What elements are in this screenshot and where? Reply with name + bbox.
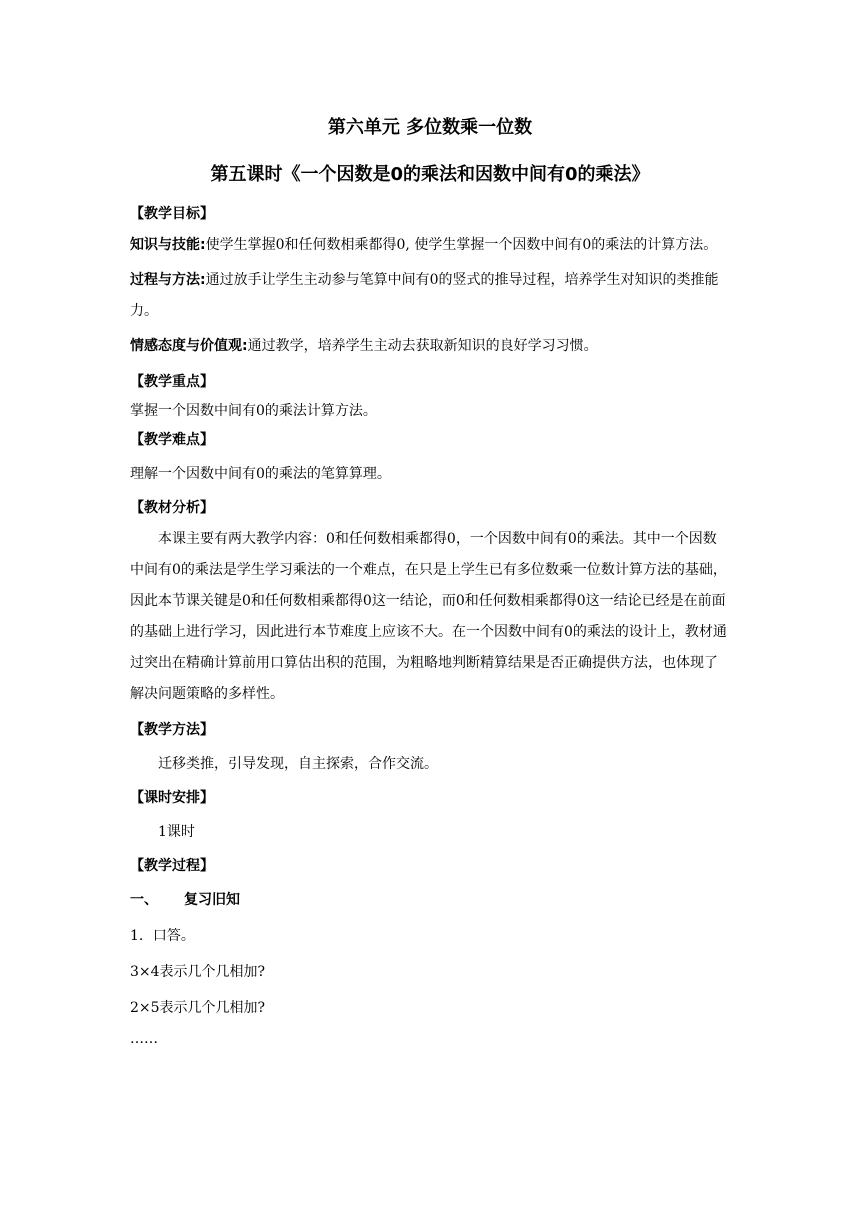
schedule-text: 1课时 <box>158 824 195 840</box>
method-text: 迁移类推，引导发现，自主探索，合作交流。 <box>158 756 438 772</box>
goals-heading: 【教学目标】 <box>130 206 214 222</box>
question-1: 3×4表示几个几相加? <box>130 964 266 980</box>
step1-number: 一、 <box>130 892 158 908</box>
question-2: 2×5表示几个几相加? <box>130 1000 266 1016</box>
goal-attitude-text: 通过教学，培养学生主动去获取新知识的良好学习习惯。 <box>247 338 598 354</box>
goal-knowledge-label: 知识与技能: <box>130 237 206 253</box>
step1-title <box>130 882 730 918</box>
lesson-title: 第五课时《一个因数是0的乘法和因数中间有0的乘法》 <box>210 164 650 185</box>
analysis-heading: 【教材分析】 <box>130 500 214 516</box>
key-text: 掌握一个因数中间有0的乘法计算方法。 <box>130 403 377 419</box>
goal-process-label: 过程与方法: <box>130 272 206 288</box>
step1-label: 复习旧知 <box>184 892 240 908</box>
difficulty-heading: 【教学难点】 <box>130 432 214 448</box>
goal-knowledge-text: 使学生掌握0和任何数相乘都得0, 使学生掌握一个因数中间有0的乘法的计算方法。 <box>205 237 718 253</box>
goal-process <box>130 265 730 327</box>
unit-title: 第六单元 多位数乘一位数 <box>327 117 533 138</box>
goal-attitude <box>130 331 730 362</box>
ellipsis-text: …… <box>130 1031 158 1047</box>
process-heading: 【教学过程】 <box>130 858 214 874</box>
goal-process-text: 通过放手让学生主动参与笔算中间有0的竖式的推导过程，培养学生对知识的类推能力。 <box>130 272 719 319</box>
key-heading: 【教学重点】 <box>130 374 214 390</box>
item1-oral: 1．口答。 <box>130 928 195 944</box>
difficulty-text: 理解一个因数中间有0的乘法的笔算算理。 <box>130 466 391 482</box>
goal-attitude-label: 情感态度与价值观: <box>130 338 248 354</box>
document-content <box>130 114 730 1052</box>
analysis-text: 本课主要有两大教学内容：0和任何数相乘都得0，一个因数中间有0的乘法。其中一个因数中间有0的乘法是学生学习乘法的一个难点，在只是上学生已有多位数乘一位数计算方法的基础，因此本节课关键是0和任何数相乘都得0这一结论，而0和任何数相乘都得0这一结论已经是在前面的基础上进行学习，因此进行本节难度上应该不大。在一个因数中间有0的乘法的设计上，教材通过突出在精确计算前用口算估出积的范围，为粗略地判断精算结果是否正确提供方法，也体现了解决问题策略的多样性。 <box>130 531 727 702</box>
schedule-heading: 【课时安排】 <box>130 790 214 806</box>
goal-knowledge <box>130 230 730 261</box>
method-heading: 【教学方法】 <box>130 722 214 738</box>
